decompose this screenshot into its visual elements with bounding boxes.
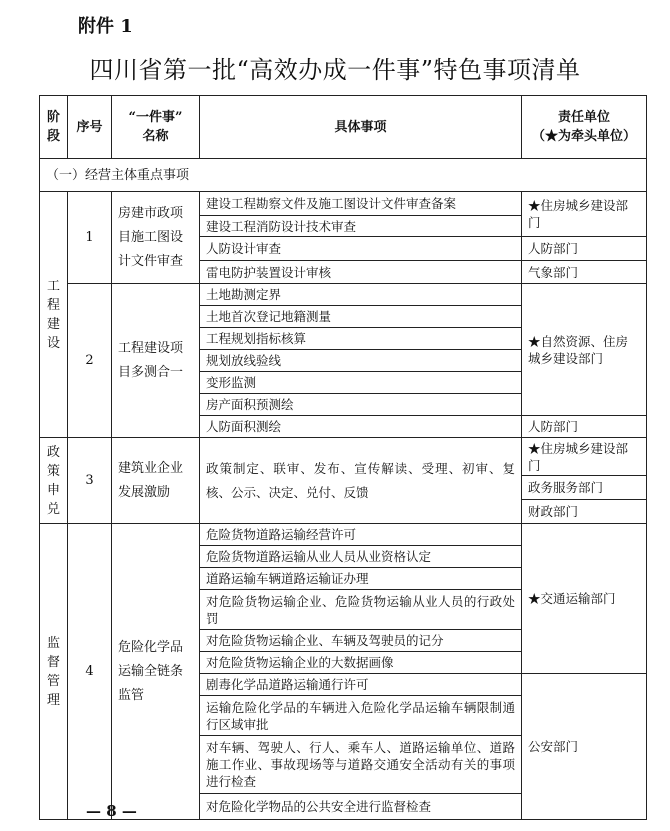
- stage-cell: 监 督 管 理: [40, 524, 68, 820]
- stage-cell: 政 策 申 兑: [40, 438, 68, 524]
- name-cell: 危险化学品运输全链条监管: [112, 524, 200, 820]
- item-cell: 危险货物道路运输从业人员从业资格认定: [200, 546, 522, 568]
- attachment-label: 附件 1: [78, 16, 133, 37]
- item-cell: 人防设计审查: [200, 237, 522, 261]
- name-cell: 建筑业企业发展激励: [112, 438, 200, 524]
- item-cell: 土地勘测定界: [200, 284, 522, 306]
- item-cell: 工程规划指标核算: [200, 328, 522, 350]
- name-cell: 房建市政项目施工图设计文件审查: [112, 192, 200, 284]
- unit-cell: 人防部门: [522, 416, 647, 438]
- item-cell: 危险货物道路运输经营许可: [200, 524, 522, 546]
- item-cell: 运输危险化学品的车辆进入危险化学品运输车辆限制通行区域审批: [200, 696, 522, 736]
- item-cell: 土地首次登记地籍测量: [200, 306, 522, 328]
- items-table: [39, 95, 647, 820]
- unit-cell: ★自然资源、住房城乡建设部门: [522, 284, 647, 416]
- item-cell: 人防面积测绘: [200, 416, 522, 438]
- item-cell: 建设工程勘察文件及施工图设计文件审查备案: [200, 192, 522, 216]
- col-header-items: 具体事项: [200, 96, 522, 159]
- seq-cell: 3: [68, 438, 112, 524]
- table-row: [40, 192, 647, 216]
- page-number: — 8 —: [86, 802, 137, 820]
- section-title: （一）经营主体重点事项: [40, 159, 647, 192]
- unit-cell: ★住房城乡建设部门: [522, 192, 647, 237]
- item-cell: 变形监测: [200, 372, 522, 394]
- seq-cell: 4: [68, 524, 112, 820]
- table-header-row: [40, 96, 647, 159]
- item-cell: 对危险化学物品的公共安全进行监督检查: [200, 794, 522, 820]
- name-cell: 工程建设项目多测合一: [112, 284, 200, 438]
- section-row: [40, 159, 647, 192]
- unit-cell: 公安部门: [522, 674, 647, 820]
- seq-cell: 2: [68, 284, 112, 438]
- item-cell: 建设工程消防设计技术审查: [200, 216, 522, 237]
- unit-cell: 气象部门: [522, 261, 647, 284]
- item-cell: 房产面积预测绘: [200, 394, 522, 416]
- table-row: [40, 438, 647, 476]
- table-row: [40, 284, 647, 306]
- col-header-seq: 序号: [68, 96, 112, 159]
- document-title: 四川省第一批“高效办成一件事”特色事项清单: [89, 56, 581, 84]
- item-cell: 雷电防护装置设计审核: [200, 261, 522, 284]
- stage-cell: 工 程 建 设: [40, 192, 68, 438]
- item-cell: 对车辆、驾驶人、行人、乘车人、道路运输单位、道路施工作业、事故现场等与道路交通安全活动有关的事项进行检查: [200, 736, 522, 794]
- item-cell: 剧毒化学品道路运输通行许可: [200, 674, 522, 696]
- col-header-unit: 责任单位 （★为牵头单位）: [522, 96, 647, 159]
- seq-cell: 1: [68, 192, 112, 284]
- unit-cell: 政务服务部门: [522, 476, 647, 500]
- table-row: [40, 524, 647, 546]
- item-cell: 对危险货物运输企业、车辆及驾驶员的记分: [200, 630, 522, 652]
- item-cell: 规划放线验线: [200, 350, 522, 372]
- unit-cell: ★交通运输部门: [522, 524, 647, 674]
- item-cell: 对危险货物运输企业、危险货物运输从业人员的行政处罚: [200, 590, 522, 630]
- unit-cell: 财政部门: [522, 500, 647, 524]
- col-header-stage: 阶 段: [40, 96, 68, 159]
- item-cell: 对危险货物运输企业的大数据画像: [200, 652, 522, 674]
- item-cell: 政策制定、联审、发布、宣传解读、受理、初审、复核、公示、决定、兑付、反馈: [200, 438, 522, 524]
- item-cell: 道路运输车辆道路运输证办理: [200, 568, 522, 590]
- col-header-name: “一件事” 名称: [112, 96, 200, 159]
- unit-cell: ★住房城乡建设部门: [522, 438, 647, 476]
- unit-cell: 人防部门: [522, 237, 647, 261]
